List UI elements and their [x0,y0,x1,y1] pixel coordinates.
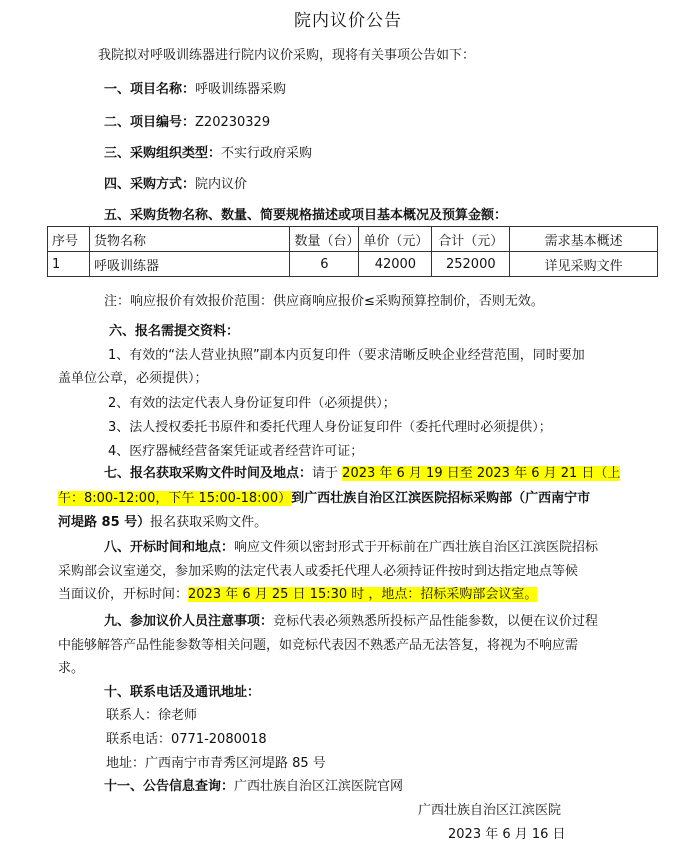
material-point-3: 3、法人授权委托书原件和委托代理人身份证复印件（委托代理时必须提供）； [108,420,552,435]
item-project-name [104,78,286,97]
item-bid-opening-line1 [104,536,598,555]
cell-description: 详见采购文件 [510,252,658,277]
item-bid-opening-line3 [58,583,537,602]
intro-text: 我院拟对呼吸训练器进行院内议价采购，现将有关事项公告如下： [98,48,476,63]
cell-total: 252000 [432,252,510,277]
item-text: 响应文件须以密封形式于开标前在广西壮族自治区江滨医院招标 [234,540,599,555]
item-label: 三、采购组织类型： [104,146,222,161]
page-title: 院内议价公告 [294,11,402,31]
material-point-1-continued: 盖单位公章，必须提供）； [58,371,208,386]
material-point-4: 4、医疗器械经营备案凭证或者经营许可证； [108,444,364,459]
col-header-total: 合计（元） [432,227,510,252]
item-label: 九、参加议价人员注意事项： [104,614,274,629]
item-project-number [104,111,270,130]
item-text: 报名获取采购文件。 [150,515,268,530]
col-header-index: 序号 [48,227,90,252]
item-info-query [104,775,403,794]
item-bid-opening-line2: 采购部会议室递交，参加采购的法定代表人或委托代理人必须持证件按时到达指定地点等候 [58,564,579,579]
item-value: 院内议价 [195,177,248,192]
col-header-quantity: 数量（台） [290,227,359,252]
contact-address: 地址：广西南宁市青秀区河堤路 85 号 [106,756,326,771]
item-registration-time-line3 [58,511,267,530]
item-label: 十一、公告信息查询： [104,779,235,794]
item-label: 一、项目名称： [104,82,196,97]
item-text: 请于 [312,466,339,481]
item-bidder-notes-line1 [104,610,598,629]
contact-phone: 联系电话：0771-2080018 [106,732,267,747]
registration-time-highlight: 午：8:00-12:00，下午 15:00-18:00） [58,491,292,506]
col-header-description: 需求基本概述 [510,227,658,252]
item-value: 呼吸训练器采购 [195,82,287,97]
item-registration-time-line1 [104,462,620,481]
price-note: 注：响应报价有效报价范围：供应商响应报价≤采购预算控制价，否则无效。 [104,294,544,309]
item-procurement-type [104,142,312,161]
item-value: 不实行政府采购 [221,146,313,161]
item-text: 当面议价，开标时间： [58,587,189,602]
item-bidder-notes-line2: 中能够解答产品性能参数等相关问题，如竞标代表因不熟悉产品无法答复，将视为不响应需 [58,638,579,653]
item-label: 七、报名获取采购文件时间及地点： [104,466,313,481]
item-contact-heading: 十、联系电话及通讯地址： [104,685,261,700]
item-bidder-notes-line3: 求。 [58,661,85,676]
material-point-1: 1、有效的“法人营业执照”副本内页复印件（要求清晰反映企业经营范围，同时要加 [108,348,585,363]
item-text: 竞标代表必须熟悉所投标产品性能参数，以便在议价过程 [273,614,599,629]
registration-location: 河堤路 85 号） [58,515,151,530]
item-registration-materials-heading: 六、报名需提交资料： [109,324,240,339]
item-procurement-method [104,173,247,192]
registration-time-highlight: 2023 年 6 月 19 日至 2023 年 6 月 21 日（上 [342,466,621,481]
table-header-row [48,227,658,252]
signature-date: 2023 年 6 月 16 日 [448,827,566,842]
item-value: Z20230329 [195,115,271,130]
table-row [48,252,658,277]
item-registration-time-line2 [58,487,590,506]
contact-person: 联系人：徐老师 [106,708,198,723]
material-point-2: 2、有效的法定代表人身份证复印件（必须提供）； [108,396,396,411]
cell-quantity: 6 [290,252,359,277]
item-label: 二、项目编号： [104,115,196,130]
item-goods-heading: 五、采购货物名称、数量、简要规格描述或项目基本概况及预算金额： [104,208,508,223]
registration-location: 到广西壮族自治区江滨医院招标采购部（广西南宁市 [291,491,591,506]
item-label: 八、开标时间和地点： [104,540,235,555]
cell-unit-price: 42000 [359,252,432,277]
item-label: 四、采购方式： [104,177,196,192]
goods-table [47,226,658,277]
cell-index: 1 [48,252,90,277]
signature-org: 广西壮族自治区江滨医院 [418,803,562,818]
item-value: 广西壮族自治区江滨医院官网 [234,779,404,794]
col-header-name: 货物名称 [89,227,290,252]
col-header-unit-price: 单价（元） [359,227,432,252]
cell-name: 呼吸训练器 [89,252,290,277]
bid-opening-highlight: 2023 年 6 月 25 日 15:30 时 ，地点：招标采购部会议室。 [188,587,538,602]
